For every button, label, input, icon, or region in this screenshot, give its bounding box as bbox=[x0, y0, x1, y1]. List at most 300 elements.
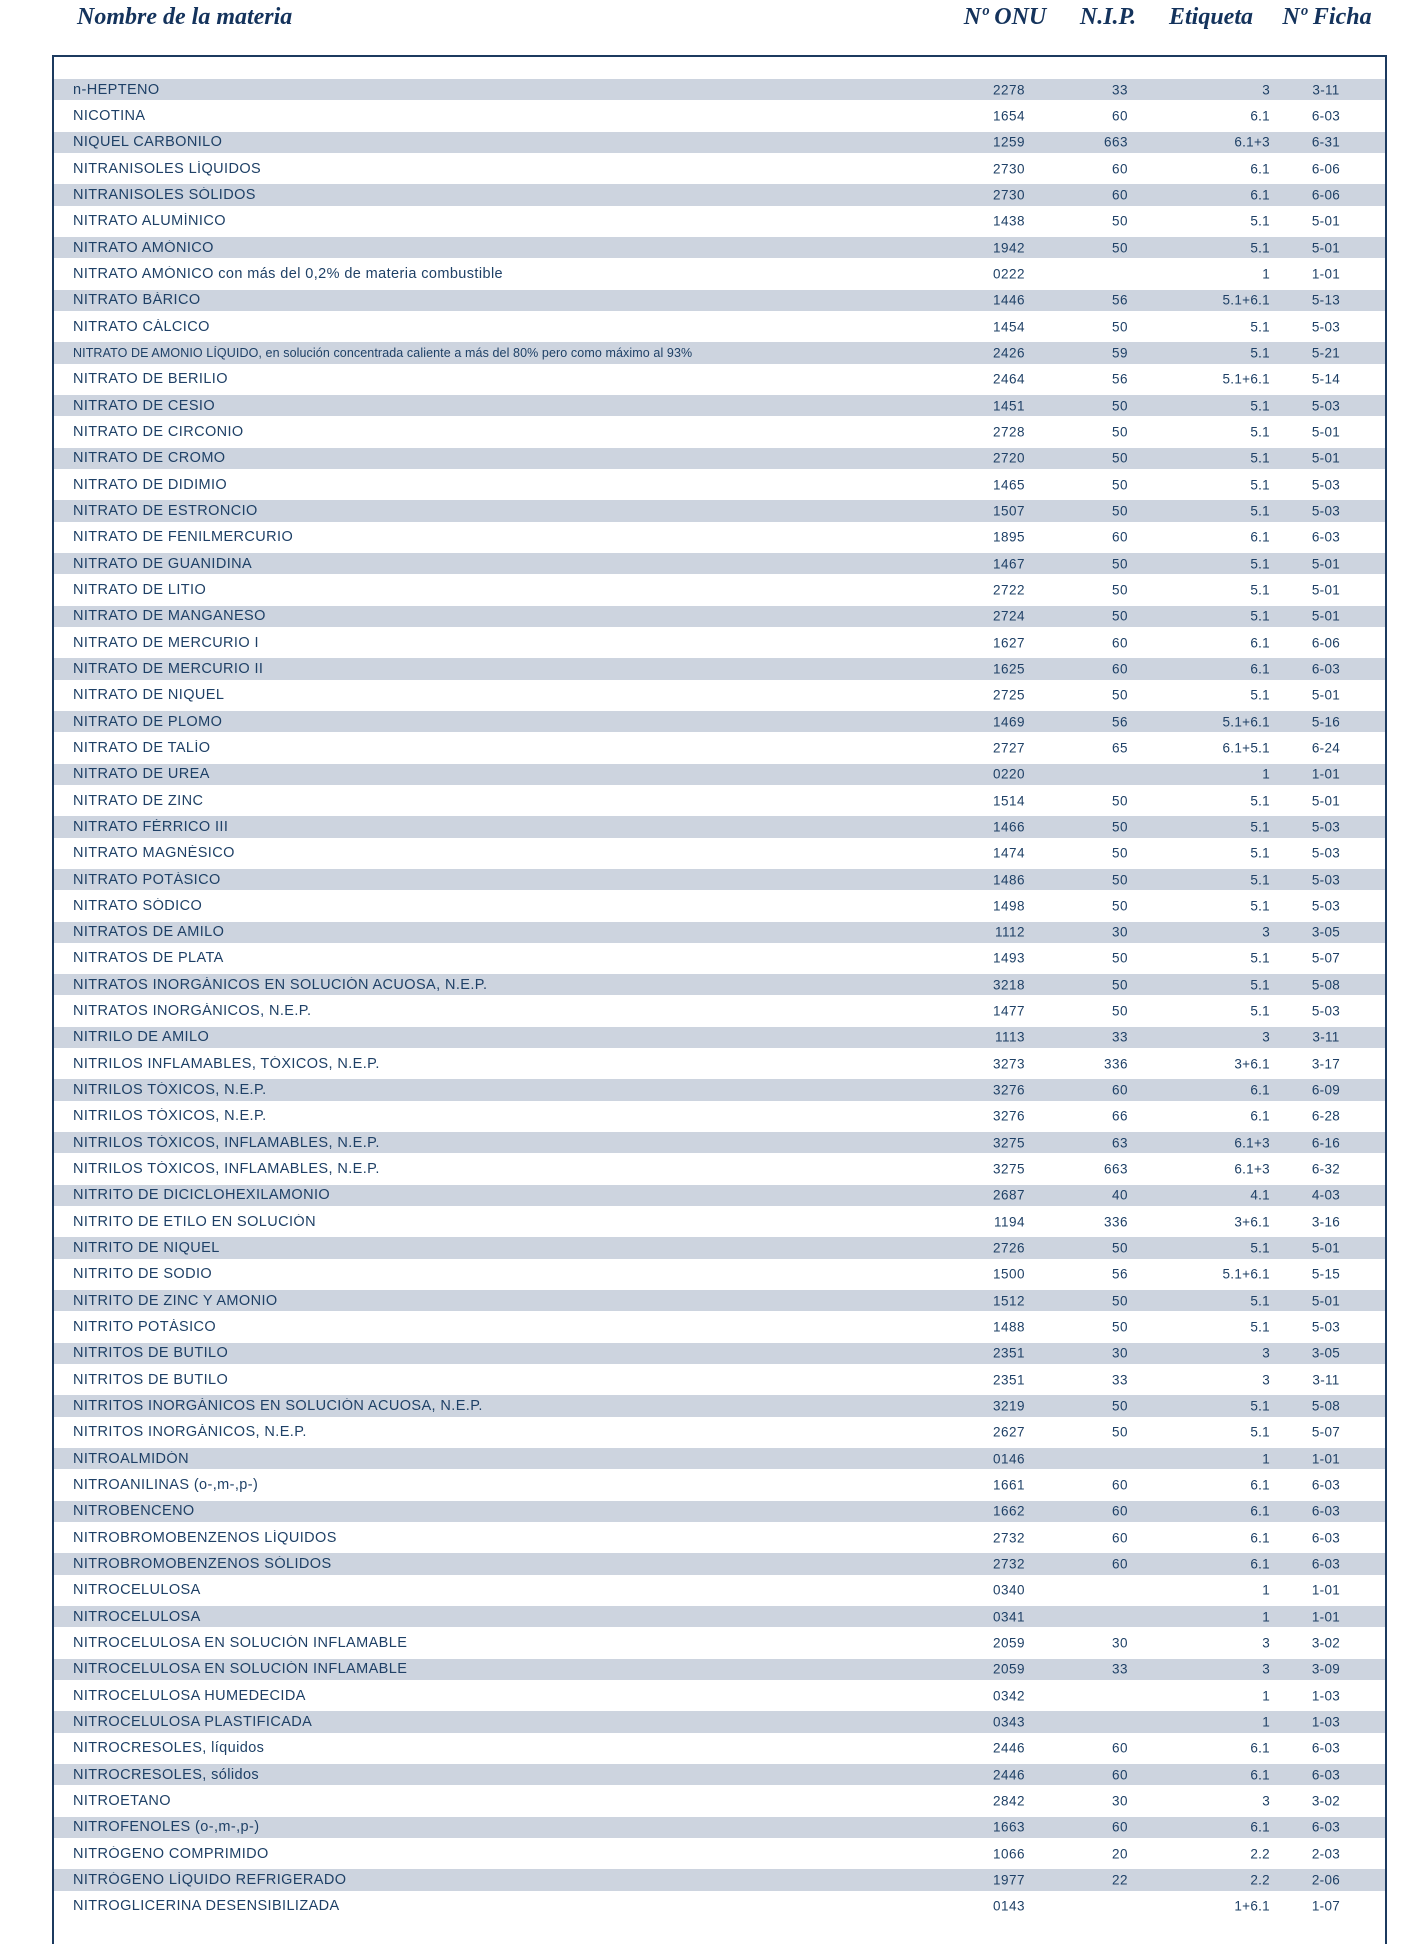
nip-number: 20 bbox=[1111, 1846, 1128, 1862]
onu-number: 0343 bbox=[992, 1714, 1025, 1730]
nip-number: 50 bbox=[1111, 319, 1128, 335]
etiqueta-code: 2.2 bbox=[1250, 1846, 1270, 1862]
ficha-number: 5-03 bbox=[1311, 398, 1341, 414]
onu-number: 2724 bbox=[992, 608, 1025, 624]
ficha-number: 5-01 bbox=[1311, 793, 1341, 809]
ficha-number: 6-03 bbox=[1311, 529, 1341, 545]
onu-number: 0220 bbox=[992, 766, 1025, 782]
table-row bbox=[54, 261, 1385, 287]
table-row bbox=[54, 1130, 1385, 1156]
etiqueta-code: 6.1 bbox=[1250, 187, 1270, 203]
nip-number: 60 bbox=[1111, 1740, 1128, 1756]
materia-name: NITRATO AMÓNICO con más del 0,2% de materia combustible bbox=[73, 265, 504, 282]
etiqueta-code: 5.1 bbox=[1250, 1003, 1270, 1019]
table-row bbox=[54, 972, 1385, 998]
onu-number: 1451 bbox=[992, 398, 1025, 414]
ficha-number: 5-07 bbox=[1311, 1424, 1341, 1440]
table-row bbox=[54, 156, 1385, 182]
column-header-onu: Nº ONU bbox=[963, 4, 1047, 30]
materia-name: NITRATO DE GUANIDINA bbox=[73, 555, 253, 572]
etiqueta-code: 3 bbox=[1262, 1029, 1270, 1045]
ficha-number: 5-08 bbox=[1311, 977, 1341, 993]
nip-number: 60 bbox=[1111, 1082, 1128, 1098]
table-row bbox=[54, 314, 1385, 340]
materia-name: NITRATO DE UREA bbox=[73, 766, 210, 783]
nip-number: 50 bbox=[1111, 450, 1128, 466]
table-row bbox=[54, 1709, 1385, 1735]
nip-number: 60 bbox=[1111, 108, 1128, 124]
ficha-number: 6-03 bbox=[1311, 1503, 1341, 1519]
nip-number: 40 bbox=[1111, 1187, 1128, 1203]
etiqueta-code: 5.1 bbox=[1250, 213, 1270, 229]
nip-number: 50 bbox=[1111, 1319, 1128, 1335]
etiqueta-code: 6.1 bbox=[1250, 1082, 1270, 1098]
table-row bbox=[54, 182, 1385, 208]
table-row bbox=[54, 946, 1385, 972]
table-row bbox=[54, 1314, 1385, 1340]
etiqueta-code: 5.1 bbox=[1250, 950, 1270, 966]
materia-name: NITRITO DE NIQUEL bbox=[73, 1240, 220, 1257]
nip-number: 30 bbox=[1111, 1345, 1128, 1361]
table-row bbox=[54, 1104, 1385, 1130]
etiqueta-code: 5.1+6.1 bbox=[1222, 292, 1270, 308]
materia-name: NITRITOS DE BUTILO bbox=[73, 1345, 229, 1362]
ficha-number: 5-01 bbox=[1311, 608, 1341, 624]
ficha-number: 6-03 bbox=[1311, 661, 1341, 677]
onu-number: 0342 bbox=[992, 1688, 1025, 1704]
table-row bbox=[54, 604, 1385, 630]
table-row bbox=[54, 288, 1385, 314]
nip-number: 33 bbox=[1111, 1372, 1128, 1388]
table-row bbox=[54, 77, 1385, 103]
nip-number: 33 bbox=[1111, 82, 1128, 98]
onu-number: 1474 bbox=[992, 845, 1025, 861]
materia-name: NITROCELULOSA EN SOLUCIÓN INFLAMABLE bbox=[73, 1635, 408, 1652]
nip-number: 663 bbox=[1103, 134, 1128, 150]
materia-name: NITRATO DE PLOMO bbox=[73, 713, 223, 730]
nip-number: 30 bbox=[1111, 1635, 1128, 1651]
etiqueta-code: 5.1 bbox=[1250, 687, 1270, 703]
ficha-number: 5-14 bbox=[1311, 371, 1341, 387]
etiqueta-code: 3+6.1 bbox=[1234, 1214, 1270, 1230]
ficha-number: 5-03 bbox=[1311, 503, 1341, 519]
materia-name: NITROCELULOSA bbox=[73, 1582, 201, 1599]
ficha-number: 5-01 bbox=[1311, 450, 1341, 466]
table-row bbox=[54, 1630, 1385, 1656]
onu-number: 1194 bbox=[993, 1214, 1025, 1230]
nip-number: 56 bbox=[1111, 371, 1128, 387]
etiqueta-code: 5.1 bbox=[1250, 608, 1270, 624]
ficha-number: 5-13 bbox=[1311, 292, 1341, 308]
onu-number: 1514 bbox=[992, 793, 1025, 809]
etiqueta-code: 5.1 bbox=[1250, 1319, 1270, 1335]
etiqueta-code: 6.1 bbox=[1250, 1556, 1270, 1572]
materia-name: NITROGLICERINA DESENSIBILIZADA bbox=[73, 1898, 340, 1915]
materia-name: NITRATO DE AMONIO LÍQUIDO, en solución concentrada caliente a más del 80% pero como máximo al 93% bbox=[73, 345, 693, 360]
materia-name: NITRÓGENO LÍQUIDO REFRIGERADO bbox=[73, 1871, 347, 1888]
onu-number: 0146 bbox=[992, 1451, 1025, 1467]
table-row bbox=[54, 920, 1385, 946]
etiqueta-code: 3 bbox=[1262, 1635, 1270, 1651]
ficha-number: 1-01 bbox=[1311, 1609, 1341, 1625]
ficha-number: 6-03 bbox=[1311, 108, 1341, 124]
onu-number: 2351 bbox=[992, 1345, 1025, 1361]
etiqueta-code: 6.1 bbox=[1250, 108, 1270, 124]
ficha-number: 5-01 bbox=[1311, 687, 1341, 703]
onu-number: 2842 bbox=[992, 1793, 1025, 1809]
etiqueta-code: 6.1 bbox=[1250, 529, 1270, 545]
onu-number: 3276 bbox=[992, 1082, 1025, 1098]
etiqueta-code: 5.1 bbox=[1250, 872, 1270, 887]
materia-name: NITRITOS DE BUTILO bbox=[73, 1371, 229, 1388]
materia-name: NITRILOS TÓXICOS, N.E.P. bbox=[73, 1082, 267, 1099]
etiqueta-code: 6.1 bbox=[1250, 1819, 1270, 1835]
table-row bbox=[54, 419, 1385, 445]
nip-number: 50 bbox=[1111, 977, 1128, 993]
etiqueta-code: 5.1 bbox=[1250, 845, 1270, 861]
materia-name: NITRATOS INORGÁNICOS, N.E.P. bbox=[73, 1003, 312, 1020]
etiqueta-code: 1+6.1 bbox=[1234, 1898, 1270, 1914]
ficha-number: 6-03 bbox=[1311, 1477, 1341, 1493]
onu-number: 1625 bbox=[992, 661, 1025, 677]
etiqueta-code: 5.1 bbox=[1250, 503, 1270, 519]
ficha-number: 5-01 bbox=[1311, 582, 1341, 598]
ficha-number: 5-15 bbox=[1311, 1266, 1341, 1282]
ficha-number: 1-01 bbox=[1311, 1451, 1341, 1467]
nip-number: 50 bbox=[1111, 819, 1128, 835]
nip-number: 50 bbox=[1111, 687, 1128, 703]
materia-name: NITRITOS INORGÁNICOS, N.E.P. bbox=[73, 1424, 307, 1441]
etiqueta-code: 6.1 bbox=[1250, 1530, 1270, 1546]
nip-number: 59 bbox=[1111, 345, 1128, 361]
onu-number: 2732 bbox=[992, 1530, 1025, 1546]
onu-number: 2059 bbox=[992, 1635, 1025, 1651]
materia-name: NITRATO DE CROMO bbox=[73, 450, 226, 467]
nip-number: 33 bbox=[1111, 1661, 1128, 1677]
onu-number: 1066 bbox=[992, 1846, 1025, 1862]
ficha-number: 6-03 bbox=[1311, 1819, 1341, 1835]
nip-number: 50 bbox=[1111, 1293, 1128, 1309]
ficha-number: 5-03 bbox=[1311, 872, 1341, 887]
nip-number: 50 bbox=[1111, 845, 1128, 861]
etiqueta-code: 6.1 bbox=[1250, 1767, 1270, 1783]
onu-number: 1466 bbox=[992, 819, 1025, 835]
nip-number: 50 bbox=[1111, 950, 1128, 966]
materia-name: NITRATO BÁRICO bbox=[73, 292, 201, 309]
table-row bbox=[54, 367, 1385, 393]
table-row bbox=[54, 1025, 1385, 1051]
table-row bbox=[54, 1894, 1385, 1920]
nip-number: 65 bbox=[1111, 740, 1128, 756]
materia-name: NITROCRESOLES, sólidos bbox=[73, 1766, 260, 1783]
nip-number: 336 bbox=[1103, 1056, 1128, 1072]
onu-number: 2727 bbox=[992, 740, 1025, 756]
etiqueta-code: 5.1 bbox=[1250, 398, 1270, 414]
onu-number: 2446 bbox=[992, 1740, 1025, 1756]
materia-name: n-HEPTENO bbox=[73, 81, 160, 98]
table-row bbox=[54, 551, 1385, 577]
materia-name: NITROANILINAS (o-,m-,p-) bbox=[73, 1477, 259, 1494]
materia-name: NITRATO SÓDICO bbox=[73, 897, 203, 914]
table-row bbox=[54, 1578, 1385, 1604]
etiqueta-code: 5.1 bbox=[1250, 319, 1270, 335]
etiqueta-code: 5.1 bbox=[1250, 582, 1270, 598]
etiqueta-code: 3 bbox=[1262, 924, 1270, 940]
ficha-number: 5-01 bbox=[1311, 556, 1341, 572]
ficha-number: 3-05 bbox=[1311, 1345, 1341, 1361]
materia-name: NITRITO DE ETILO EN SOLUCIÓN bbox=[73, 1213, 316, 1230]
etiqueta-code: 4.1 bbox=[1250, 1187, 1270, 1203]
materia-name: NITRATO DE FENILMERCURIO bbox=[73, 529, 294, 546]
materia-name: NITROETANO bbox=[73, 1792, 171, 1809]
table-row bbox=[54, 841, 1385, 867]
materia-name: NITRATO FÉRRICO III bbox=[73, 818, 229, 835]
ficha-number: 5-01 bbox=[1311, 240, 1341, 256]
ficha-number: 5-08 bbox=[1311, 1398, 1341, 1414]
onu-number: 1661 bbox=[992, 1477, 1025, 1493]
etiqueta-code: 6.1 bbox=[1250, 661, 1270, 677]
materia-name: NITRATO DE ZINC bbox=[73, 792, 204, 809]
etiqueta-code: 1 bbox=[1262, 1688, 1270, 1704]
materia-name: NITRILOS INFLAMABLES, TÓXICOS, N.E.P. bbox=[73, 1055, 380, 1072]
ficha-number: 3-11 bbox=[1312, 82, 1340, 98]
etiqueta-code: 6.1 bbox=[1250, 1503, 1270, 1519]
nip-number: 663 bbox=[1103, 1161, 1128, 1177]
onu-number: 1654 bbox=[992, 108, 1025, 124]
onu-number: 1469 bbox=[992, 714, 1025, 730]
table-row bbox=[54, 1367, 1385, 1393]
nip-number: 60 bbox=[1111, 1530, 1128, 1546]
onu-number: 3219 bbox=[992, 1398, 1025, 1414]
table-row bbox=[54, 1156, 1385, 1182]
etiqueta-code: 6.1 bbox=[1250, 635, 1270, 651]
etiqueta-code: 5.1 bbox=[1250, 556, 1270, 572]
materia-name: NITROBENCENO bbox=[73, 1503, 195, 1520]
ficha-number: 3-05 bbox=[1311, 924, 1341, 940]
materia-name: NICOTINA bbox=[73, 107, 146, 124]
materia-name: NITRATOS DE PLATA bbox=[73, 950, 224, 967]
ficha-number: 5-07 bbox=[1311, 950, 1341, 966]
column-header-materia: Nombre de la materia bbox=[77, 4, 293, 30]
ficha-number: 3-11 bbox=[1312, 1029, 1340, 1045]
materia-name: NITRATO CÁLCICO bbox=[73, 318, 210, 335]
table-row bbox=[54, 1551, 1385, 1577]
nip-number: 60 bbox=[1111, 187, 1128, 203]
etiqueta-code: 5.1 bbox=[1250, 450, 1270, 466]
materia-name: NITROCELULOSA EN SOLUCIÓN INFLAMABLE bbox=[73, 1661, 408, 1678]
table-row bbox=[54, 1788, 1385, 1814]
onu-number: 2627 bbox=[992, 1424, 1025, 1440]
etiqueta-code: 5.1 bbox=[1250, 977, 1270, 993]
table-row bbox=[54, 788, 1385, 814]
nip-number: 50 bbox=[1111, 1424, 1128, 1440]
column-header-nip: N.I.P. bbox=[1079, 4, 1137, 30]
etiqueta-code: 5.1 bbox=[1250, 898, 1270, 914]
ficha-number: 4-03 bbox=[1311, 1187, 1341, 1203]
table-row bbox=[54, 1209, 1385, 1235]
ficha-number: 6-32 bbox=[1311, 1161, 1341, 1177]
onu-number: 2726 bbox=[992, 1240, 1025, 1256]
table-row bbox=[54, 393, 1385, 419]
table-row bbox=[54, 498, 1385, 524]
onu-number: 1454 bbox=[992, 319, 1025, 335]
table-body bbox=[54, 57, 1385, 1920]
materia-name: NITRITOS INORGÁNICOS EN SOLUCIÓN ACUOSA, N.E.P. bbox=[73, 1398, 483, 1415]
materia-name: NITRATO DE MANGANESO bbox=[73, 608, 266, 625]
nip-number: 50 bbox=[1111, 1003, 1128, 1019]
nip-number: 50 bbox=[1111, 582, 1128, 598]
nip-number: 50 bbox=[1111, 1398, 1128, 1414]
ficha-number: 1-01 bbox=[1311, 266, 1341, 282]
etiqueta-code: 1 bbox=[1262, 266, 1270, 282]
ficha-number: 3-16 bbox=[1311, 1214, 1341, 1230]
materia-name: NITRATO DE MERCURIO II bbox=[73, 660, 264, 677]
onu-number: 1259 bbox=[992, 134, 1025, 150]
nip-number: 50 bbox=[1111, 793, 1128, 809]
etiqueta-code: 1 bbox=[1262, 1582, 1270, 1598]
table-row bbox=[54, 1420, 1385, 1446]
ficha-number: 5-03 bbox=[1311, 898, 1341, 914]
etiqueta-code: 5.1 bbox=[1250, 1424, 1270, 1440]
onu-number: 2059 bbox=[992, 1661, 1025, 1677]
etiqueta-code: 1 bbox=[1262, 1714, 1270, 1730]
etiqueta-code: 5.1+6.1 bbox=[1222, 371, 1270, 387]
materia-name: NITROCELULOSA HUMEDECIDA bbox=[73, 1687, 306, 1704]
onu-number: 1113 bbox=[994, 1029, 1025, 1045]
nip-number: 22 bbox=[1111, 1872, 1128, 1888]
nip-number: 60 bbox=[1111, 635, 1128, 651]
ficha-number: 5-16 bbox=[1311, 714, 1341, 730]
materia-name: NITRATO MAGNÉSICO bbox=[73, 845, 235, 862]
etiqueta-code: 1 bbox=[1262, 766, 1270, 782]
onu-number: 1477 bbox=[992, 1003, 1025, 1019]
table-row bbox=[54, 235, 1385, 261]
onu-number: 1467 bbox=[992, 556, 1025, 572]
table-row bbox=[54, 446, 1385, 472]
table-row bbox=[54, 1446, 1385, 1472]
materia-name: NITRILOS TÓXICOS, INFLAMABLES, N.E.P. bbox=[73, 1134, 380, 1151]
materia-name: NITROCELULOSA bbox=[73, 1608, 201, 1625]
etiqueta-code: 3 bbox=[1262, 1793, 1270, 1809]
ficha-number: 6-09 bbox=[1311, 1082, 1341, 1098]
table-row bbox=[54, 1657, 1385, 1683]
ficha-number: 1-07 bbox=[1311, 1898, 1341, 1914]
nip-number: 50 bbox=[1111, 608, 1128, 624]
ficha-number: 6-24 bbox=[1311, 740, 1341, 756]
table-row bbox=[54, 1183, 1385, 1209]
materia-name: NITROCELULOSA PLASTIFICADA bbox=[73, 1714, 313, 1730]
table-row bbox=[54, 893, 1385, 919]
materia-name: NITROALMIDÓN bbox=[73, 1450, 189, 1467]
onu-number: 2351 bbox=[992, 1372, 1025, 1388]
nip-number: 50 bbox=[1111, 556, 1128, 572]
onu-number: 1662 bbox=[992, 1503, 1025, 1519]
onu-number: 1512 bbox=[992, 1293, 1025, 1309]
onu-number: 1977 bbox=[992, 1872, 1025, 1888]
etiqueta-code: 6.1+3 bbox=[1234, 1161, 1270, 1177]
nip-number: 30 bbox=[1111, 1793, 1128, 1809]
onu-number: 2426 bbox=[992, 345, 1025, 361]
table-row bbox=[54, 1051, 1385, 1077]
table-row bbox=[54, 1077, 1385, 1103]
ficha-number: 3-02 bbox=[1311, 1635, 1341, 1651]
materia-name: NITRATO DE ESTRONCIO bbox=[73, 502, 258, 519]
table-row bbox=[54, 1472, 1385, 1498]
table-row bbox=[54, 1841, 1385, 1867]
onu-number: 2732 bbox=[992, 1556, 1025, 1572]
ficha-number: 6-28 bbox=[1311, 1108, 1341, 1124]
materia-name: NITRATOS INORGÁNICOS EN SOLUCIÓN ACUOSA, N.E.P. bbox=[73, 976, 488, 993]
ficha-number: 5-01 bbox=[1311, 213, 1341, 229]
ficha-number: 5-03 bbox=[1311, 319, 1341, 335]
nip-number: 50 bbox=[1111, 872, 1128, 887]
column-header-etiqueta: Etiqueta bbox=[1168, 4, 1254, 30]
materia-name: NITRATO DE DIDIMIO bbox=[73, 476, 228, 493]
table-row bbox=[54, 709, 1385, 735]
ficha-number: 2-06 bbox=[1311, 1872, 1341, 1888]
etiqueta-code: 5.1 bbox=[1250, 345, 1270, 361]
nip-number: 33 bbox=[1111, 1029, 1128, 1045]
onu-number: 0222 bbox=[992, 266, 1025, 282]
materia-name: NITRILOS TÓXICOS, INFLAMABLES, N.E.P. bbox=[73, 1161, 380, 1178]
table-row bbox=[54, 472, 1385, 498]
ficha-number: 6-03 bbox=[1311, 1530, 1341, 1546]
etiqueta-code: 5.1 bbox=[1250, 477, 1270, 493]
etiqueta-code: 6.1 bbox=[1250, 1108, 1270, 1124]
etiqueta-code: 6.1+3 bbox=[1234, 1135, 1270, 1151]
onu-number: 2725 bbox=[992, 687, 1025, 703]
table-row bbox=[54, 130, 1385, 156]
materia-name: NITRÓGENO COMPRIMIDO bbox=[73, 1845, 269, 1862]
etiqueta-code: 3 bbox=[1262, 1372, 1270, 1388]
ficha-number: 6-03 bbox=[1311, 1767, 1341, 1783]
nip-number: 60 bbox=[1111, 661, 1128, 677]
materia-name: NITRATO DE TALÍO bbox=[73, 739, 211, 756]
materia-name: NITROBROMOBENZENOS SÓLIDOS bbox=[73, 1556, 332, 1573]
ficha-number: 5-03 bbox=[1311, 819, 1341, 835]
table-row bbox=[54, 209, 1385, 235]
ficha-number: 1-03 bbox=[1311, 1688, 1341, 1704]
materia-name: NITRANISOLES LÍQUIDOS bbox=[73, 160, 262, 177]
ficha-number: 6-16 bbox=[1311, 1135, 1341, 1151]
onu-number: 0340 bbox=[992, 1582, 1025, 1598]
ficha-number: 6-06 bbox=[1311, 635, 1341, 651]
table-row bbox=[54, 735, 1385, 761]
etiqueta-code: 6.1 bbox=[1250, 161, 1270, 177]
table-row bbox=[54, 1604, 1385, 1630]
ficha-number: 6-31 bbox=[1311, 134, 1341, 150]
nip-number: 50 bbox=[1111, 503, 1128, 519]
materia-name: NITRILO DE AMILO bbox=[73, 1029, 210, 1046]
etiqueta-code: 3+6.1 bbox=[1234, 1056, 1270, 1072]
ficha-number: 3-09 bbox=[1311, 1661, 1341, 1677]
table-row bbox=[54, 1288, 1385, 1314]
materia-name: NITRATO AMÓNICO bbox=[73, 239, 214, 256]
onu-number: 1498 bbox=[992, 898, 1025, 914]
nip-number: 50 bbox=[1111, 1240, 1128, 1256]
nip-number: 56 bbox=[1111, 714, 1128, 730]
nip-number: 50 bbox=[1111, 398, 1128, 414]
table-row bbox=[54, 1736, 1385, 1762]
table-row bbox=[54, 1867, 1385, 1893]
column-header-ficha: Nº Ficha bbox=[1282, 4, 1372, 30]
ficha-number: 3-11 bbox=[1312, 1372, 1340, 1388]
ficha-number: 5-03 bbox=[1311, 1319, 1341, 1335]
onu-number: 1895 bbox=[992, 529, 1025, 545]
onu-number: 3275 bbox=[992, 1161, 1025, 1177]
etiqueta-code: 5.1 bbox=[1250, 1240, 1270, 1256]
onu-number: 2278 bbox=[992, 82, 1025, 98]
